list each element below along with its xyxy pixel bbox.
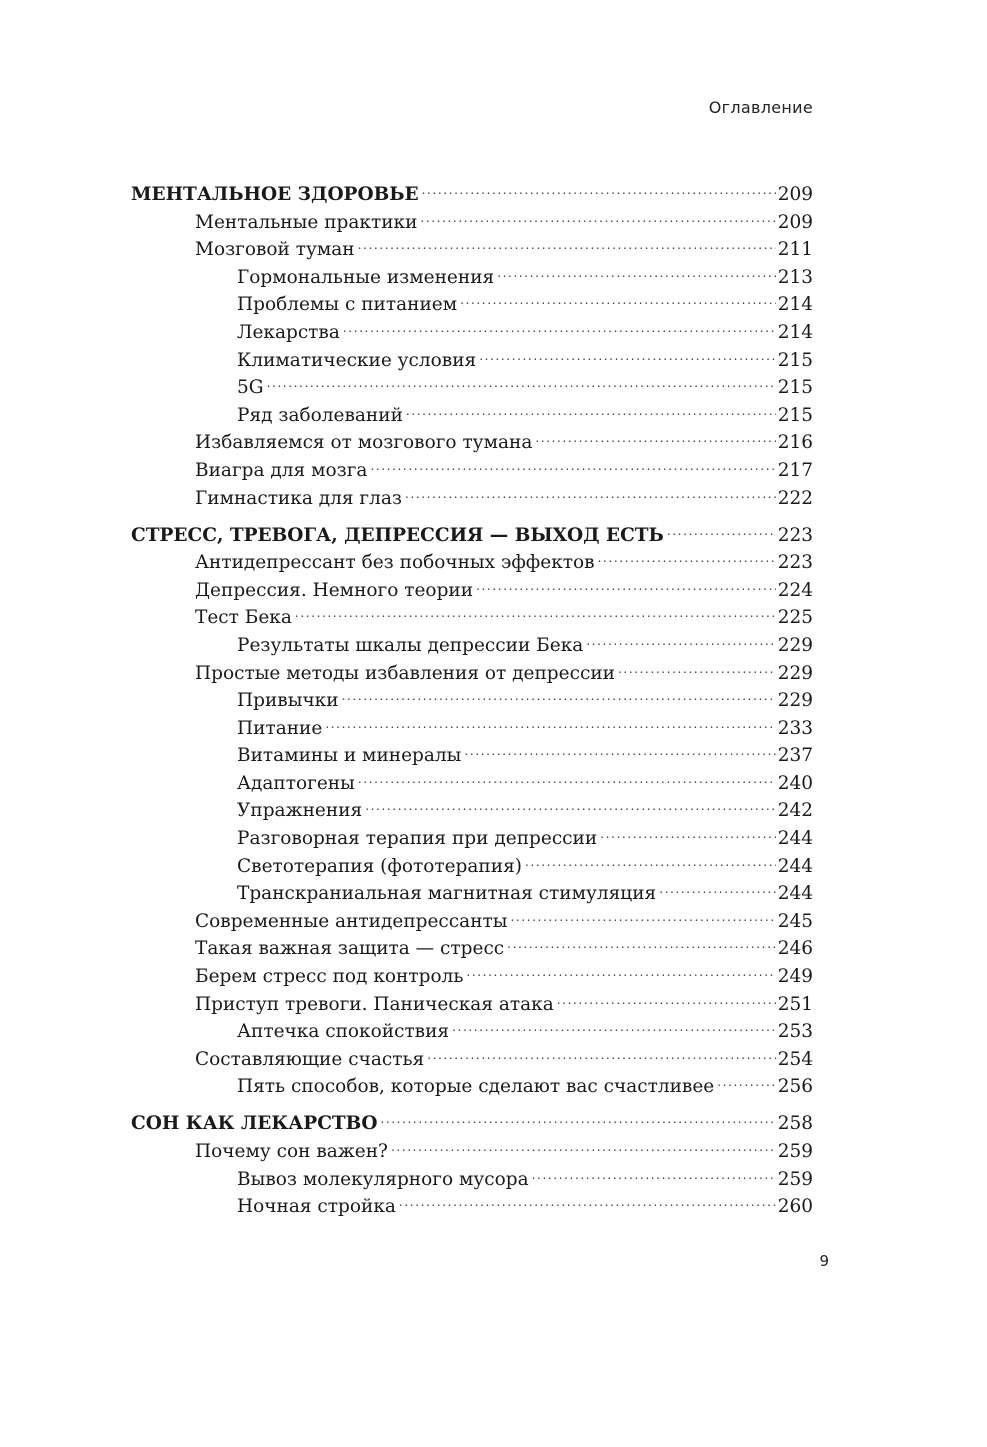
toc-entry-title: Гормональные изменения: [237, 266, 495, 288]
toc-section: [131, 172, 813, 509]
toc-entry-title: Аптечка спокойствия: [237, 1021, 450, 1043]
toc-dot-leader: [466, 954, 775, 982]
toc-dot-leader: [586, 623, 775, 651]
toc-section-entry[interactable]: [131, 421, 813, 454]
toc-entry-page: 222: [777, 487, 813, 509]
table-of-contents: [131, 172, 813, 1218]
toc-dot-leader: [510, 899, 775, 927]
toc-dot-leader: [479, 338, 775, 366]
toc-dot-leader: [535, 421, 775, 449]
toc-dot-leader: [380, 1101, 775, 1129]
toc-entry-title: Такая важная защита — стресс: [195, 938, 505, 960]
toc-dot-leader: [325, 706, 775, 734]
toc-entry-page: 246: [777, 938, 813, 960]
toc-dot-leader: [420, 200, 775, 228]
toc-entry-page: 211: [777, 239, 813, 261]
toc-entry-page: 209: [777, 211, 813, 233]
toc-dot-leader: [507, 927, 776, 955]
toc-entry-page: 244: [777, 855, 813, 877]
toc-dot-leader: [422, 172, 776, 200]
toc-dot-leader: [557, 982, 776, 1010]
toc-entry-title: Светотерапия (фототерапия): [237, 855, 522, 877]
toc-entry-title: Берем стресс под контроль: [195, 966, 464, 988]
toc-entry-title: Ментальные практики: [195, 211, 418, 233]
toc-entry-page: 259: [777, 1141, 813, 1162]
toc-dot-leader: [358, 761, 776, 789]
toc-entry-page: 209: [777, 184, 813, 205]
toc-dot-leader: [295, 596, 776, 624]
toc-dot-leader: [659, 872, 775, 900]
toc-dot-leader: [406, 393, 776, 421]
toc-entry-title: Лекарства: [237, 321, 340, 343]
toc-chapter-entry[interactable]: [131, 172, 813, 205]
toc-entry-title: Пять способов, которые сделают вас счастливее: [237, 1076, 715, 1098]
toc-entry-title: Тест Бека: [195, 607, 292, 629]
toc-entry-title: Гимнастика для глаз: [195, 487, 402, 509]
toc-dot-leader: [525, 844, 776, 872]
toc-chapter-entry[interactable]: [131, 513, 813, 546]
toc-entry-page: 254: [777, 1048, 813, 1070]
toc-dot-leader: [497, 255, 775, 283]
toc-entry-title: Климатические условия: [237, 349, 477, 371]
page-number: 9: [819, 1252, 829, 1270]
toc-section: [131, 513, 813, 1098]
toc-entry-title: Питание: [237, 717, 323, 739]
toc-entry-title: СТРЕСС, ТРЕВОГА, ДЕПРЕССИЯ — ВЫХОД ЕСТЬ: [131, 524, 664, 546]
toc-subsection-entry[interactable]: [131, 366, 813, 399]
toc-entry-page: 229: [777, 690, 813, 712]
toc-subsection-entry[interactable]: [131, 816, 813, 850]
toc-entry-title: Витамины и минералы: [237, 745, 462, 767]
toc-dot-leader: [343, 310, 776, 338]
toc-entry-page: 259: [777, 1168, 813, 1190]
toc-dot-leader: [717, 1065, 775, 1093]
toc-entry-page: 214: [777, 321, 813, 343]
toc-dot-leader: [405, 476, 776, 504]
toc-subsection-entry[interactable]: [131, 761, 813, 794]
toc-subsection-entry[interactable]: [131, 1185, 813, 1218]
toc-entry-page: 214: [777, 294, 813, 316]
toc-dot-leader: [342, 679, 776, 707]
toc-entry-title: Мозговой туман: [195, 239, 355, 261]
toc-subsection-entry[interactable]: [131, 283, 813, 316]
toc-entry-page: 244: [777, 883, 813, 905]
toc-dot-leader: [427, 1037, 776, 1065]
toc-entry-title: Результаты шкалы депрессии Бека: [237, 634, 584, 656]
toc-entry-title: Ряд заболеваний: [237, 404, 403, 426]
toc-entry-page: 242: [777, 800, 813, 822]
toc-dot-leader: [399, 1185, 776, 1213]
toc-dot-leader: [464, 734, 775, 762]
toc-entry-title: Проблемы с питанием: [237, 294, 458, 316]
toc-entry-title: Избавляемся от мозгового тумана: [195, 432, 533, 454]
toc-entry-title: Упражнения: [237, 800, 363, 822]
toc-entry-page: 237: [777, 745, 813, 767]
toc-entry-title: Депрессия. Немного теории: [195, 579, 474, 601]
toc-entry-page: 225: [777, 607, 813, 629]
toc-dot-leader: [267, 366, 776, 394]
toc-entry-title: 5G: [237, 377, 264, 399]
toc-entry-page: 258: [777, 1113, 813, 1135]
toc-subsection-entry[interactable]: [131, 393, 813, 426]
toc-entry-page: 215: [777, 349, 813, 371]
toc-entry-page: 229: [777, 662, 813, 684]
toc-subsection-entry[interactable]: [131, 706, 813, 739]
toc-entry-title: Антидепрессант без побочных эффектов: [195, 552, 595, 574]
toc-entry-page: 260: [777, 1196, 813, 1218]
toc-dot-leader: [358, 228, 776, 256]
running-head-title: Оглавление: [708, 98, 813, 117]
toc-entry-title: Почему сон важен?: [195, 1141, 388, 1162]
toc-dot-leader: [391, 1129, 776, 1157]
toc-dot-leader: [370, 448, 775, 476]
toc-entry-page: 216: [777, 432, 813, 454]
toc-entry-page: 213: [777, 266, 813, 288]
toc-subsection-entry[interactable]: [131, 338, 813, 371]
toc-subsection-entry[interactable]: [131, 734, 813, 767]
toc-entry-page: 233: [777, 717, 813, 739]
toc-subsection-entry[interactable]: [131, 310, 813, 343]
toc-entry-page: 215: [777, 377, 813, 399]
toc-dot-leader: [618, 651, 776, 679]
toc-entry-title: МЕНТАЛЬНОЕ ЗДОРОВЬЕ: [131, 184, 419, 205]
toc-entry-page: 249: [777, 966, 813, 988]
toc-dot-leader: [667, 513, 776, 541]
toc-dot-leader: [460, 283, 776, 311]
toc-entry-page: 245: [777, 910, 813, 932]
toc-entry-page: 256: [777, 1076, 813, 1098]
toc-entry-page: 224: [777, 579, 813, 601]
toc-entry-page: 229: [777, 634, 813, 656]
toc-entry-title: Ночная стройка: [237, 1196, 396, 1218]
toc-entry-title: Адаптогены: [237, 772, 355, 794]
toc-entry-title: Разговорная терапия при депрессии: [237, 828, 598, 850]
toc-entry-title: Привычки: [237, 690, 339, 712]
toc-entry-title: Составляющие счастья: [195, 1048, 425, 1070]
toc-section: [131, 1101, 813, 1218]
toc-entry-page: 244: [777, 828, 813, 850]
toc-entry-title: Виагра для мозга: [195, 459, 368, 481]
toc-dot-leader: [476, 568, 776, 596]
toc-entry-page: 223: [777, 524, 813, 546]
toc-entry-title: Вывоз молекулярного мусора: [237, 1168, 529, 1190]
toc-section-entry[interactable]: [131, 1037, 813, 1070]
toc-dot-leader: [600, 816, 775, 844]
toc-entry-page: 223: [777, 552, 813, 574]
toc-entry-page: 251: [777, 993, 813, 1015]
toc-entry-title: Приступ тревоги. Паническая атака: [195, 993, 554, 1015]
toc-entry-page: 253: [777, 1021, 813, 1043]
toc-entry-title: Простые методы избавления от депрессии: [195, 662, 615, 684]
toc-chapter-entry[interactable]: [131, 1101, 813, 1135]
toc-dot-leader: [365, 789, 775, 817]
toc-dot-leader: [598, 541, 776, 569]
toc-entry-page: 215: [777, 404, 813, 426]
toc-subsection-entry[interactable]: [131, 789, 813, 822]
toc-dot-leader: [452, 1010, 776, 1038]
toc-entry-page: 240: [777, 772, 813, 794]
toc-entry-title: Транскраниальная магнитная стимуляция: [237, 883, 657, 905]
toc-entry-title: Современные антидепрессанты: [195, 910, 508, 932]
toc-dot-leader: [532, 1157, 776, 1185]
toc-entry-page: 217: [777, 459, 813, 481]
toc-entry-title: СОН КАК ЛЕКАРСТВО: [131, 1113, 378, 1135]
